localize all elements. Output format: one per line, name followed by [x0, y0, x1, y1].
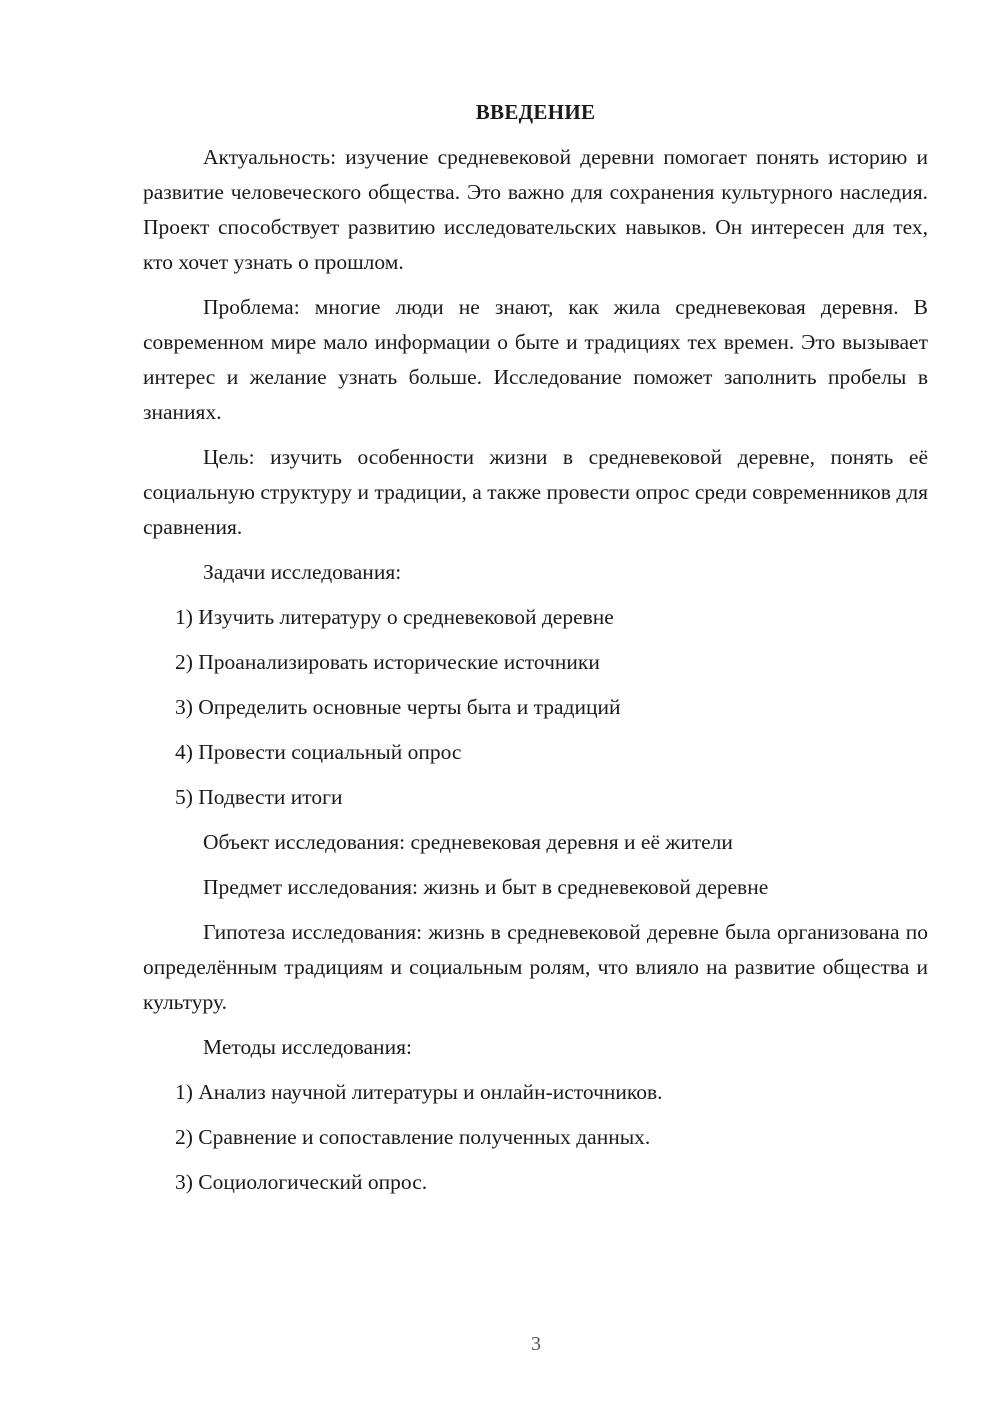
document-page [143, 95, 928, 1210]
tasks-heading: Задачи исследования: [203, 560, 402, 584]
section-title: ВВЕДЕНИЕ [475, 100, 596, 124]
object-paragraph: Объект исследования: средневековая деревня и её жители [203, 830, 733, 854]
list-item: 3) Определить основные черты быта и традиций [175, 695, 621, 719]
list-item: 5) Подвести итоги [175, 785, 343, 809]
relevance-paragraph: Актуальность: изучение средневековой деревни помогает понять историю и развитие человеческого общества. Это важно для сохранения культурного наследия. Проект способствует развитию исследовательских навыков. Он интересен для тех, кто хочет узнать о прошлом. [143, 145, 928, 274]
list-item: 2) Сравнение и сопоставление полученных данных. [175, 1125, 651, 1149]
list-item: 3) Социологический опрос. [175, 1170, 428, 1194]
page-number: 3 [531, 1333, 541, 1355]
subject-paragraph: Предмет исследования: жизнь и быт в средневековой деревне [203, 875, 769, 899]
list-item: 2) Проанализировать исторические источники [175, 650, 600, 674]
methods-list [143, 1075, 928, 1200]
hypothesis-paragraph: Гипотеза исследования: жизнь в средневековой деревне была организована по определённым традициям и социальным ролям, что влияло на развитие общества и культуру. [143, 920, 928, 1014]
list-item: 4) Провести социальный опрос [175, 740, 462, 764]
goal-paragraph: Цель: изучить особенности жизни в средневековой деревне, понять её социальную структуру и традиции, а также провести опрос среди современников для сравнения. [143, 445, 928, 539]
problem-paragraph: Проблема: многие люди не знают, как жила средневековая деревня. В современном мире мало информации о быте и традициях тех времен. Это вызывает интерес и желание узнать больше. Исследование поможет заполнить пробелы в знаниях. [143, 295, 928, 424]
methods-heading: Методы исследования: [203, 1035, 412, 1059]
tasks-list [143, 600, 928, 815]
list-item: 1) Изучить литературу о средневековой деревне [175, 605, 614, 629]
list-item: 1) Анализ научной литературы и онлайн-источников. [175, 1080, 663, 1104]
